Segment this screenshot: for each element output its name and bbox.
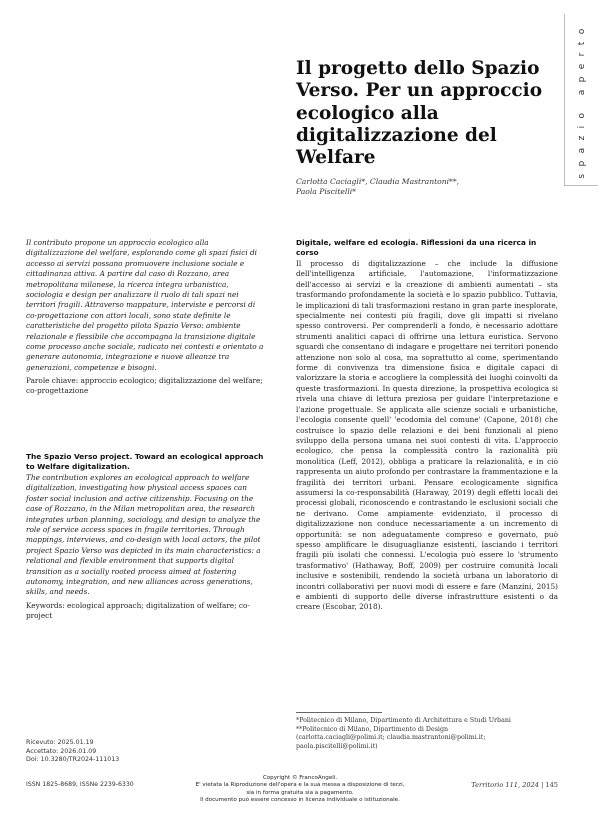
page-number: 145	[545, 781, 558, 789]
article-title: Il progetto dello Spazio Verso. Per un approccio ecologico alla digitalizzazione del Welfare	[296, 58, 543, 169]
body-text	[296, 259, 558, 613]
copyright-line-4: Il documento può essere concesso in licenza individuale o istituzionale.	[200, 796, 400, 803]
abstract-italian: Il contributo propone un approccio ecologico alla digitalizzazione del welfare, esplorando come gli spazi fisici di accesso ai servizi possano promuovere inclusione sociale e cittadinanza attiva. A partire dal caso di Rozzano, area metropolitana milanese, la ricerca integra urbanistica, sociologia e design per analizzare il ruolo di tali spazi nei territori fragili. Attraverso mappature, interviste e percorsi di co-progettazione con attori locali, sono state definite le caratteristiche del progetto pilota Spazio Verso: ambiente relazionale e flessibile che accompagna la transizione digitale come processo anche sociale, radicato nei contesti e orientato a generare autonomia, integrazione e nuove alleanze tra generazioni, competenze e bisogni.	[26, 238, 264, 372]
section-tab-label: spazio aperto	[576, 20, 587, 179]
abstract-english: The contribution explores an ecological approach to welfare digitalization, investigating how physical access spaces can foster social inclusion and active citizenship. Focusing on the case of Rozzano, in the Milan metropolitan area, the research integrates urban planning, sociology, and design to analyze the role of service access spaces in fragile territories. Through mappings, interviews, and co-design with local actors, the pilot project Spazio Verso was depicted in its main characteristics: a relational and flexible environment that supports digital transition as a socially rooted process aimed at fostering autonomy, integration, and new alliances across generations, skills, and needs.	[26, 473, 261, 597]
english-title: The Spazio Verso project. Toward an ecological approach to Welfare digitalization.	[26, 452, 264, 472]
authors	[296, 177, 558, 197]
authors-line-1: Carlotta Caciagli*, Claudia Mastrantoni**,	[296, 177, 460, 186]
accepted-date: Accettato: 2026.01.09	[26, 747, 97, 755]
page-separator: |	[538, 781, 546, 789]
keywords-english: Keywords: ecological approach; digitalization of welfare; co-project	[26, 601, 250, 621]
issn: ISSN 1825-8689, ISSNe 2239-6330	[26, 781, 134, 788]
section-heading: Digitale, welfare ed ecologia. Riflessioni da una ricerca in corso	[296, 238, 537, 258]
footnote-affiliation-2: **Politecnico di Milano, Dipartimento di Design	[296, 725, 449, 733]
keywords-italian: Parole chiave: approccio ecologico; digitalizzazione del welfare; co-progettazione	[26, 376, 263, 396]
copyright-line-1: Copyright © FrancoAngeli.	[262, 775, 338, 781]
authors-line-2: Paola Piscitelli*	[296, 187, 356, 196]
body-paragraph: Il processo di digitalizzazione – che include la diffusione dell'intelligenza artificiale, l'automazione, l'informatizzazione dell'accesso ai servizi e la creazione di ambienti aumentati – sta trasformando profondamente la società e lo spazio pubblico. Tuttavia, le implicazioni di tali trasformazioni restano in gran parte inesplorate, specialmente nei contesti più fragili, dove gli impatti si rivelano spesso controversi. Per comprenderli a fondo, è necessario adottare strumenti analitici capaci di offrirne una lettura euristica. Servono sguardi che consentano di indagare e progettare nei territori ponendo attenzione non solo al cosa, ma soprattutto al come, sperimentando forme di convivenza tra dimensione fisica e digitale capaci di valorizzare la storia e accogliere la complessità dei luoghi coinvolti da queste trasformazioni. In questa direzione, la prospettiva ecologica si rivela una chiave di lettura preziosa per guidare l'interpretazione e l'azione progettuale. Se applicata alle scienze sociali e urbanistiche, l'ecologia consente quell' 'ecodomia del comune' (Capone, 2018) che costruisce lo spazio delle relazioni e dei beni funzionali al pieno sviluppo della persona umana nei suoi contesti di vita. L'approccio ecologico, che pensa la complessità contro la razionalità più monolitica (Leff, 2012), obbliga a praticare la relazionalità, e in ciò rappresenta un aiuto profondo per contrastare la frammentazione e la fragilità dei territori urbani. Pensare ecologicamente significa assumersi la co-responsabilità (Haraway, 2019) degli effetti locali dei processi globali, riconoscendo e contrastando le esclusioni sociali che ne derivano. Come ampiamente evidenziato, il processo di digitalizzazione non conduce necessariamente a un incremento di opportunità: se non adeguatamente compreso e governato, può spesso amplificare le disuguaglianze esistenti, lasciando i territori fragili più isolati che connessi. L'ecologia può essere lo 'strumento trasformativo' (Hathaway, Boff, 2009) per costruire comunità locali inclusive e sostenibili, rendendo la società urbana un laboratorio di incontri collaborativi per nuovi modi di essere e fare (Manzini, 2015) e ambienti di supporto delle diverse infrastrutture esistenti o da creare (Escobar, 2018).	[296, 259, 558, 612]
footnote-affiliation-1: *Politecnico di Milano, Dipartimento di Architettura e Studi Urbani	[296, 717, 511, 724]
received-date: Ricevuto: 2025.01.19	[26, 739, 94, 746]
copyright-line-3: sia in forma gratuita sia a pagamento.	[246, 789, 354, 796]
footnote-emails: (carlotta.caciagli@polimi.it; claudia.mastrantoni@polimi.it; paola.piscitelli@polimi.it)	[296, 734, 486, 750]
copyright-line-2: E' vietata la Riproduzione dell'opera e la sua messa a disposizione di terzi,	[195, 782, 405, 789]
footnote-divider	[296, 712, 382, 713]
doi: Doi: 10.3280/TR2024-111013	[26, 756, 120, 764]
footnotes	[296, 717, 558, 751]
journal-name: Territorio 111, 2024	[471, 781, 539, 789]
copyright-notice	[160, 775, 440, 804]
submission-info	[26, 739, 226, 765]
section-tab	[564, 14, 598, 186]
journal-reference	[420, 781, 558, 789]
